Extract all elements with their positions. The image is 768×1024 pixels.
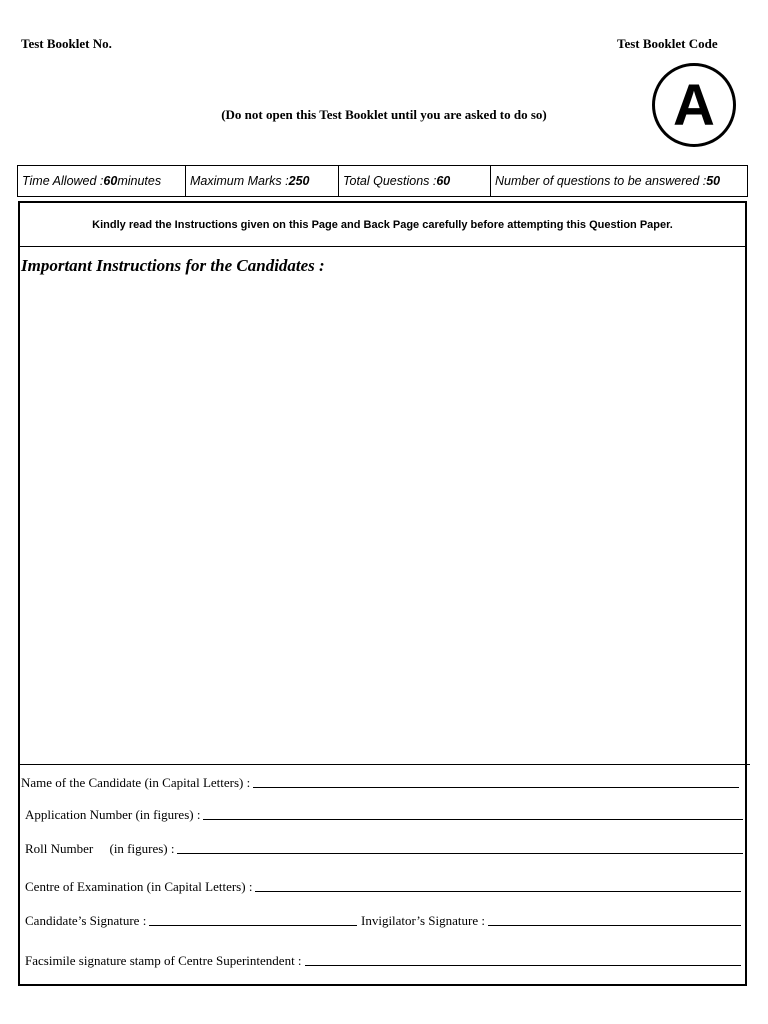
candidate-signature-label: Candidate’s Signature : (25, 913, 147, 928)
time-allowed-value: 60 (103, 174, 118, 188)
roll-number-label: Roll Number (in figures) : (25, 841, 175, 856)
application-number-label: Application Number (in figures) : (25, 807, 201, 822)
application-number-field[interactable] (25, 807, 743, 823)
centre-of-examination-label: Centre of Examination (in Capital Letters) : (25, 879, 253, 894)
candidate-name-label: Name of the Candidate (in Capital Letters) : (21, 775, 251, 790)
maximum-marks-cell (186, 166, 339, 196)
questions-to-answer-cell (491, 166, 747, 196)
divider (20, 764, 750, 765)
centre-of-examination-line[interactable] (255, 891, 741, 892)
candidate-signature-line[interactable] (149, 925, 357, 926)
booklet-code-letter: A (673, 73, 715, 138)
time-allowed-unit: minutes (117, 174, 162, 188)
divider (18, 246, 747, 247)
test-booklet-code-label: Test Booklet Code (617, 36, 718, 51)
read-instructions-note: Kindly read the Instructions given on this Page and Back Page carefully before attempting this Question Paper. (92, 219, 673, 231)
facsimile-stamp-field[interactable] (25, 953, 741, 969)
invigilator-signature-field[interactable] (361, 913, 741, 929)
test-booklet-no-label: Test Booklet No. (21, 36, 112, 51)
questions-to-answer-label: Number of questions to be answered : (495, 174, 707, 188)
time-allowed-label: Time Allowed : (22, 174, 104, 188)
instructions-heading: Important Instructions for the Candidates : (21, 256, 325, 275)
do-not-open-notice: (Do not open this Test Booklet until you are asked to do so) (221, 107, 547, 122)
invigilator-signature-label: Invigilator’s Signature : (361, 913, 485, 928)
centre-of-examination-field[interactable] (25, 879, 741, 895)
roll-number-line[interactable] (177, 853, 743, 854)
facsimile-stamp-line[interactable] (305, 965, 741, 966)
candidate-name-line[interactable] (253, 787, 739, 788)
questions-to-answer-value: 50 (706, 174, 721, 188)
candidate-signature-field[interactable] (25, 913, 357, 929)
time-allowed-cell (18, 166, 186, 196)
total-questions-cell (339, 166, 491, 196)
maximum-marks-label: Maximum Marks : (190, 174, 289, 188)
roll-number-field[interactable] (25, 841, 743, 857)
instructions-box (18, 201, 747, 986)
candidate-name-field[interactable] (21, 775, 739, 791)
total-questions-value: 60 (436, 174, 451, 188)
maximum-marks-value: 250 (288, 174, 310, 188)
application-number-line[interactable] (203, 819, 743, 820)
facsimile-stamp-label: Facsimile signature stamp of Centre Superintendent : (25, 953, 302, 968)
invigilator-signature-line[interactable] (488, 925, 741, 926)
total-questions-label: Total Questions : (343, 174, 437, 188)
exam-info-table (17, 165, 748, 197)
booklet-code-badge (652, 63, 736, 147)
